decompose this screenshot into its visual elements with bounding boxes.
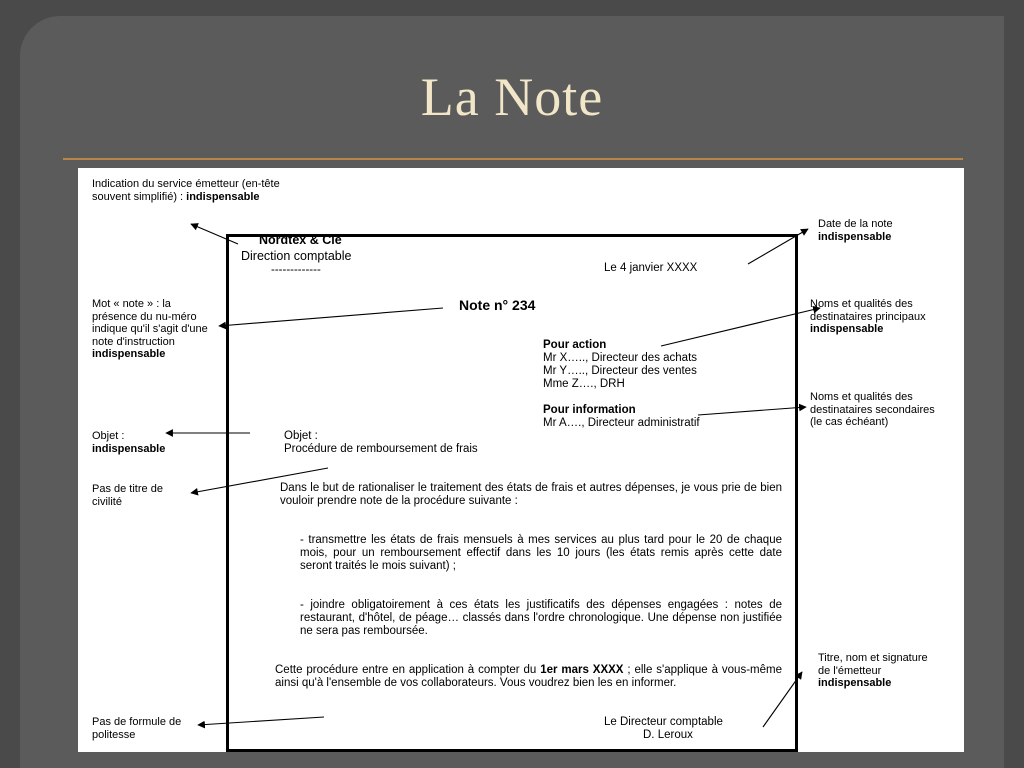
annotation-no-title: Pas de titre de civilité [92, 483, 163, 508]
memo-info-recipient: Mr A…., Directeur administratif [543, 417, 700, 429]
memo-date: Le 4 janvier XXXX [604, 262, 698, 274]
annotation-no-politeness: Pas de formule de politesse [92, 716, 182, 741]
memo-signature-title: Le Directeur comptable [604, 716, 723, 728]
memo-item-2: - joindre obligatoirement à ces états les justificatifs des dépenses engagées : notes de restaurant, d'hôtel, de péage… classés dans l'ordre chronologique. Une dépense non justifiée ne sera pas remboursée. [300, 599, 782, 637]
slide-title: La Note [420, 67, 604, 127]
document-image [78, 168, 964, 752]
memo-closing-part2: ; elle s'applique à vous-même ainsi qu'à l'ensemble de vos collaborateurs. Vous voudrez bien les en informer. [275, 664, 782, 689]
memo-separator: ------------- [271, 264, 321, 276]
memo-action-recipient: Mr Y….., Directeur des ventes [543, 365, 697, 377]
memo-signature-name: D. Leroux [643, 729, 693, 741]
annotation-date: Date de la note indispensable [818, 218, 893, 243]
memo-action-recipient: Mme Z…., DRH [543, 378, 625, 390]
memo-object-label: Objet : [284, 430, 318, 442]
memo-closing-part1: Cette procédure entre en application à compter du [275, 664, 541, 676]
annotation-secondary-recipients: Noms et qualités des destinataires secondaires (le cas échéant) [810, 391, 935, 428]
annotation-main-recipients: Noms et qualités des destinataires principaux indispensable [810, 298, 926, 335]
memo-item-1: - transmettre les états de frais mensuels à mes services au plus tard pour le 20 de chaque mois, pour un remboursement effectif dans les 10 jours (les états remis après cette date seront traités le mois suivant) ; [300, 534, 782, 572]
memo-note-title: Note n° 234 [459, 297, 536, 313]
memo-for-action-label: Pour action [543, 339, 607, 351]
annotation-note-word: Mot « note » : la présence du nu-méro indique qu'il s'agit d'une note d'instruction indispensable [92, 298, 208, 360]
memo-for-info-label: Pour information [543, 404, 636, 416]
memo-action-recipient: Mr X….., Directeur des achats [543, 352, 698, 364]
memo-intro-paragraph: Dans le but de rationaliser le traitement des états de frais et autres dépenses, je vous prie de bien vouloir prendre note de la procédure suivante : [280, 482, 782, 507]
memo-closing-date: 1er mars XXXX [540, 664, 624, 676]
memo-department: Direction comptable [241, 249, 352, 263]
title-underline [63, 158, 963, 160]
annotation-signature: Titre, nom et signature de l'émetteur indispensable [818, 652, 928, 689]
memo-object-text: Procédure de remboursement de frais [284, 443, 478, 455]
memo-company: Nordtex & Cie [259, 233, 342, 247]
memo-closing-paragraph [275, 664, 782, 690]
annotation-object: Objet : indispensable [92, 430, 166, 455]
annotation-sender: Indication du service émetteur (en-tête souvent simplifié) : indispensable [92, 178, 280, 203]
